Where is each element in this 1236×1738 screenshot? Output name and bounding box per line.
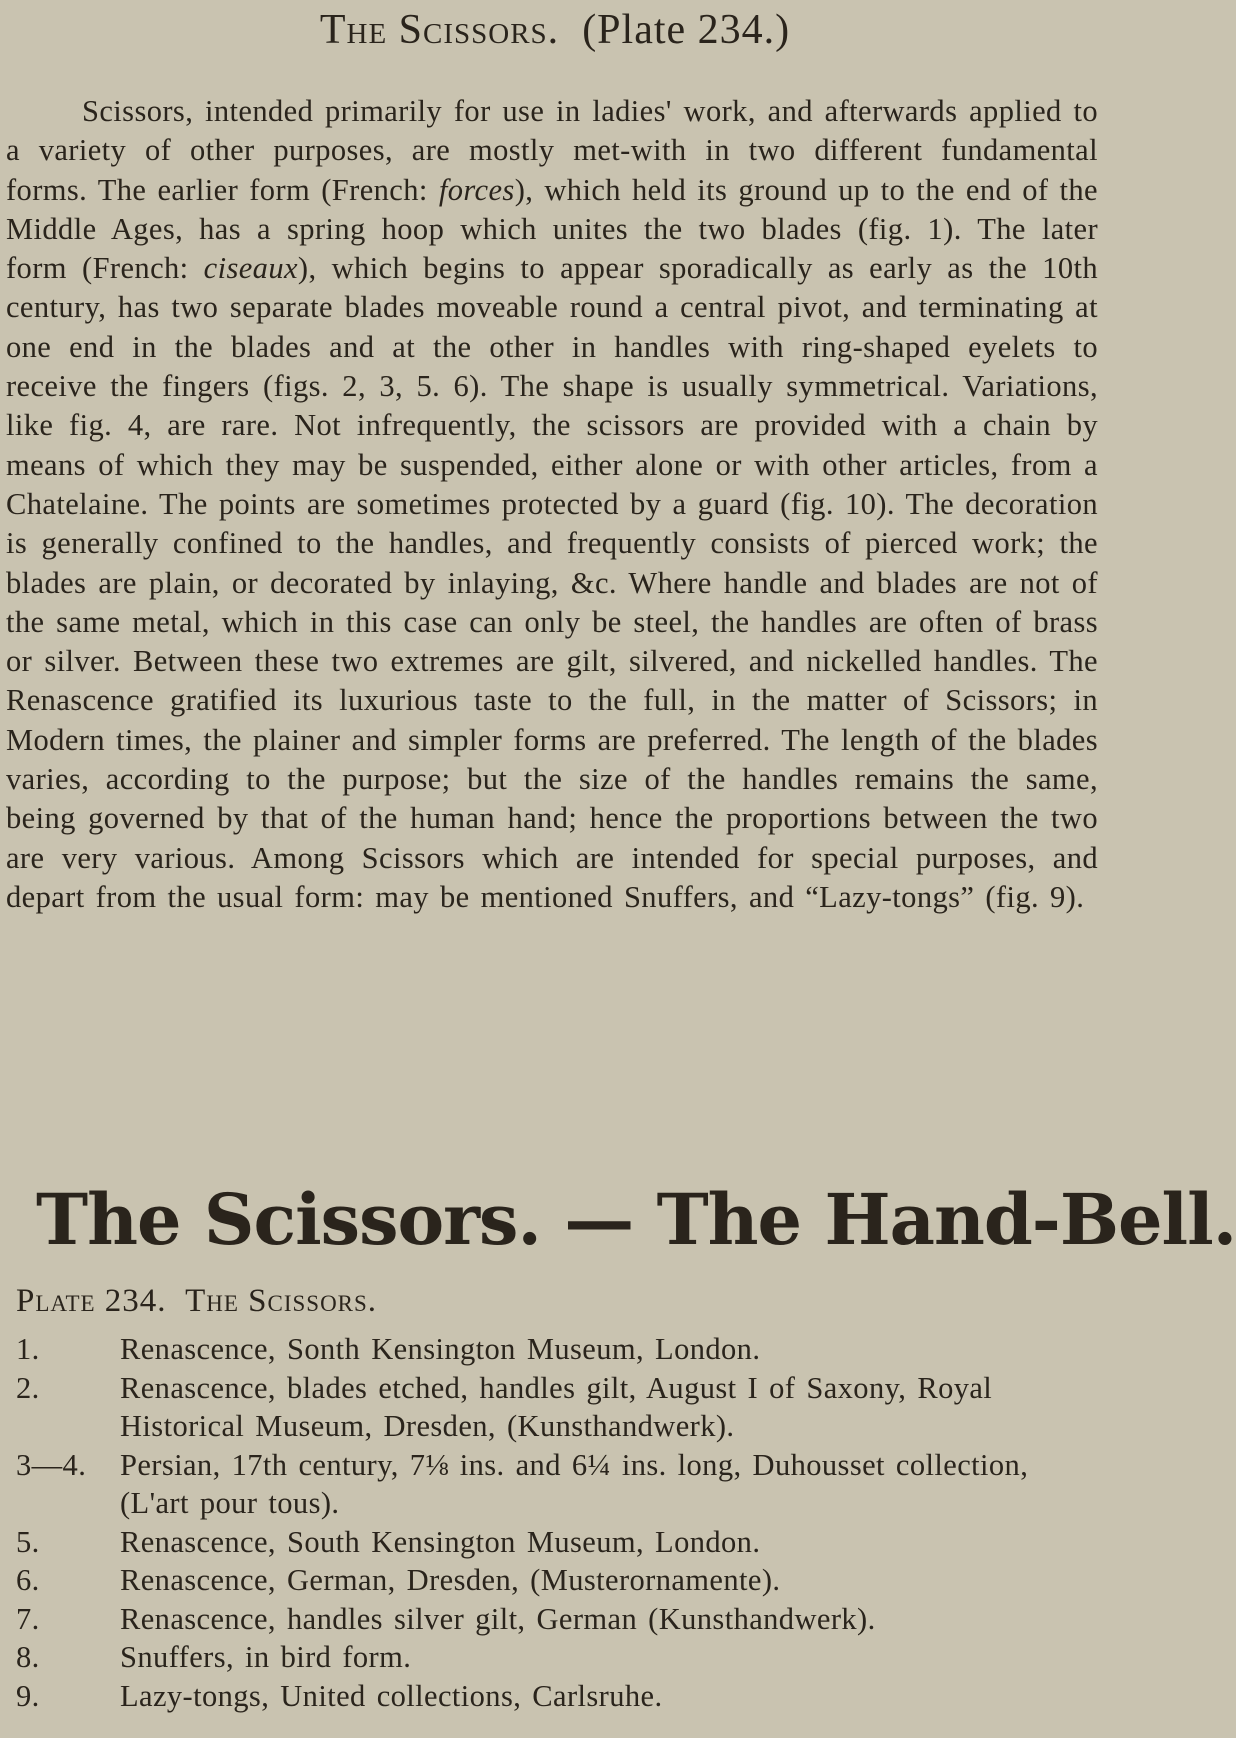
item-description: Lazy-tongs, United collections, Carlsruhe. [120,1678,663,1713]
item-description: Renascence, handles silver gilt, German (Kunsthandwerk). [120,1601,876,1636]
running-title [0,6,1110,54]
item-number: 3—4. [16,1447,87,1482]
item-number: 2. [16,1370,40,1405]
item-description: Snuffers, in bird form. [120,1640,412,1674]
item-number: 5. [16,1524,40,1559]
list-item [16,1369,1096,1446]
term-forces: forces [438,172,515,207]
plate-heading [16,1283,377,1320]
paragraph-text-2: ), which held its ground up to the end of the Middle Ages, has a spring hoop which unites the two blades (fig. 1). The later form (French: [6,172,1098,286]
item-number: 1. [16,1332,40,1366]
plate-subject: The Scissors. [185,1283,378,1319]
paragraph-text-3: ), which begins to appear sporadically as early as the 10th century, has two separate blades moveable round a central pivot, and terminating at one end in the blades and at the other in handles with ring-shaped eyelets to receive the fingers (figs. 2, 3, 5. 6). The shape is usually symmetrical. Variations, like fig. 4, are rare. Not infrequently, the scissors are provided with a chain by means of which they may be suspended, either alone or with other articles, from a Chatelaine. The points are sometimes protected by a guard (fig. 10). The decoration is generally confined to the handles, and frequently consists of pierced work; the blades are plain, or decorated by inlaying, &c. Where handle and blades are not of the same metal, which in this case can only be steel, the handles are often of brass or silver. Between these two extremes are gilt, silvered, and nickelled handles. The Renascence gratified its luxurious taste to the full, in the matter of Scissors; in Modern times, the plainer and simpler forms are preferred. The length of the blades varies, according to the purpose; but the size of the handles remains the same, being governed by that of the human hand; hence the proportions between the two are very various. Among Scissors which are intended for special purposes, and depart from the usual form: may be mentioned Snuffers, and “Lazy-tongs” (fig. 9). [6,251,1098,914]
list-item [16,1561,1096,1600]
section-title: The Scissors. — The Hand-Bell. [36,1178,1236,1261]
term-ciseaux: ciseaux [203,251,298,286]
list-item [16,1677,1096,1716]
item-description: Persian, 17th century, 7⅛ ins. and 6¼ ins. long, Duhousset collection, (L'art pour tous). [120,1447,1029,1520]
list-item [16,1330,1096,1369]
list-item [16,1446,1096,1523]
item-description: Renascence, German, Dresden, (Musterornamente). [120,1563,781,1597]
paragraph-text-1: Scissors, intended primarily for use in ladies' work, and afterwards applied to a variety of other purposes, are mostly met-with in two different fundamental forms. The earlier form (French: [6,94,1098,207]
list-item [16,1523,1096,1562]
plate-list [16,1330,1096,1715]
item-number: 9. [16,1678,40,1713]
item-number: 7. [16,1601,40,1636]
item-description: Renascence, South Kensington Museum, London. [120,1524,761,1559]
item-description: Renascence, Sonth Kensington Museum, London. [120,1332,761,1366]
plate-label: Plate 234. [16,1283,167,1319]
list-item [16,1600,1096,1639]
running-title-plate: (Plate 234.) [582,7,791,53]
list-item [16,1638,1096,1677]
item-number: 8. [16,1640,40,1674]
item-description: Renascence, blades etched, handles gilt, August I of Saxony, Royal Historical Museum, Dresden, (Kunsthandwerk). [120,1370,993,1443]
body-paragraph [6,92,1098,917]
running-title-text: The Scissors. [319,7,560,53]
item-number: 6. [16,1563,40,1597]
